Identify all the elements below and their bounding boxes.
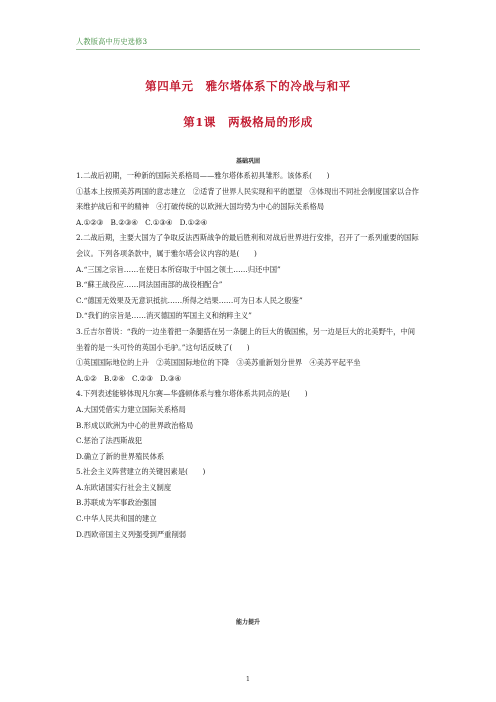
- question-5-stem: 5.社会主义阵营建立的关键因素是( ): [76, 467, 206, 477]
- question-2-option-d: D.“我们的宗旨是……消灭德国的军国主义和纳粹主义”: [76, 311, 252, 321]
- question-3-options: A.①② B.②④ C.②③ D.③④: [76, 373, 182, 383]
- question-4-option-d: D.确立了新的世界殖民体系: [76, 451, 165, 461]
- page-number: 1: [245, 675, 251, 683]
- section-heading-ability: 能力提升: [235, 619, 260, 626]
- question-2-option-a: A.“三国之宗旨……在使日本所窃取于中国之领土……归还中国”: [76, 264, 281, 274]
- question-5-option-b: B.苏联成为军事政治强国: [76, 498, 157, 508]
- question-5-option-a: A.东欧诸国实行社会主义制度: [76, 482, 172, 492]
- section-heading-basic: 基础巩固: [235, 158, 260, 165]
- header-rule: [76, 49, 420, 50]
- question-1-statements: ①基本上按照美苏两国的意志建立 ②适背了世界人民实现和平的愿望 ③体现出不同社会制度国家以合作来维护战后和平的精神 ④打破传统的以欧洲大国均势为中心的国际关系格局: [76, 186, 419, 212]
- question-2-option-c: C.“德国无效果及无意识抵抗……所得之结果……可为日本人民之殷鉴”: [76, 295, 303, 305]
- question-3-statements: ①英国国际地位的上升 ②英国国际地位的下降 ③美苏重新划分世界 ④美苏平起平坐: [76, 358, 361, 368]
- document-header: 人教版高中历史选修3: [76, 37, 148, 46]
- question-5-option-c: C.中华人民共和国的建立: [76, 514, 157, 524]
- question-3-stem: 3.丘吉尔曾说：“我的一边坐着把一条腿搭在另一条腿上的巨大的俄国熊，另一边是巨大的北美野牛，中间坐着的是一头可怜的英国小毛驴。”这句话反映了( ): [76, 326, 416, 352]
- question-1-options: A.①②③ B.②③④ C.①③④ D.①②④: [76, 217, 208, 227]
- question-4-option-b: B.形成以欧洲为中心的世界政治格局: [76, 420, 194, 430]
- lesson-title: 第1课 两极格局的形成: [183, 115, 313, 129]
- question-4-stem: 4.下列表述能够体现凡尔赛—华盛顿体系与雅尔塔体系共同点的是( ): [76, 389, 308, 399]
- question-5-option-d: D.西欧帝国主义列强受到严重削弱: [76, 529, 187, 539]
- question-4-option-a: A.大国凭借实力建立国际关系格局: [76, 404, 186, 414]
- question-list: [76, 168, 420, 542]
- question-2-stem: 2.二战后期，主要大国为了争取反法西斯战争的最后胜利和对战后世界进行安排，召开了一系列重要的国际会议。下列各项条款中，属于雅尔塔会议内容的是( ): [76, 233, 419, 258]
- question-4-option-c: C.惩治了法西斯战犯: [76, 436, 143, 446]
- question-2-option-b: B.“蘇王战役应……同法国南部的战役相配合”: [76, 280, 223, 290]
- unit-title: 第四单元 雅尔塔体系下的冷战与和平: [145, 79, 351, 93]
- question-1-stem: 1.二战后初期，一种新的国际关系格局——雅尔塔体系初具雏形。该体系( ): [76, 171, 330, 180]
